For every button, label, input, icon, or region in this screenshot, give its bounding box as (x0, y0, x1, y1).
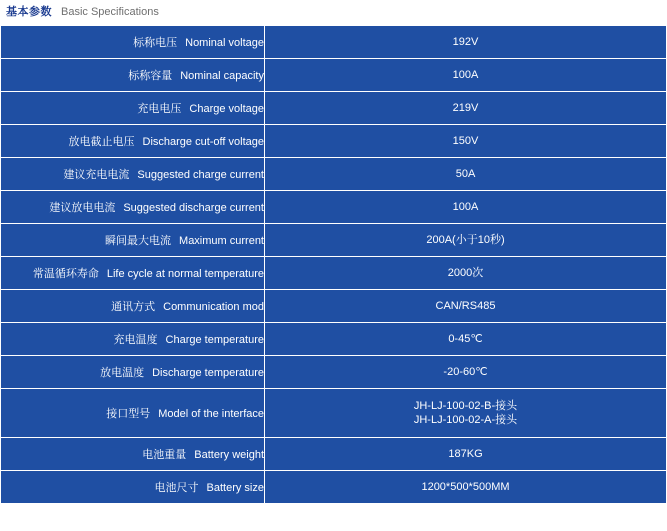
spec-value-cell (265, 125, 667, 158)
spec-value-line: 100A (452, 69, 479, 81)
spec-label-cn: 通讯方式 (111, 301, 156, 313)
spec-label-en: Nominal capacity (180, 70, 264, 82)
spec-label-cn: 充电温度 (113, 334, 158, 346)
spec-value-cell (265, 26, 667, 59)
spec-label-group (100, 363, 264, 381)
spec-label-cell (1, 257, 265, 290)
spec-label-en: Suggested discharge current (123, 202, 264, 214)
spec-label-cell (1, 438, 265, 471)
spec-value-cell (265, 323, 667, 356)
spec-label-group (155, 478, 264, 496)
spec-label-cell (1, 125, 265, 158)
spec-value-cell (265, 356, 667, 389)
spec-label-group (111, 297, 264, 315)
spec-label-cell (1, 323, 265, 356)
spec-label-cell (1, 224, 265, 257)
spec-value-line: 187KG (448, 448, 483, 460)
spec-label-cn: 常温循环寿命 (32, 268, 99, 280)
spec-label-en: Suggested charge current (137, 169, 264, 181)
spec-label-group (106, 404, 264, 422)
spec-value-line: 200A(小于10秒) (426, 234, 505, 246)
spec-label-en: Battery weight (194, 449, 264, 461)
table-row (1, 356, 667, 389)
spec-label-group (49, 198, 264, 216)
table-row (1, 471, 667, 504)
spec-value-line: 192V (452, 36, 479, 48)
table-row (1, 125, 667, 158)
spec-value-line: 100A (452, 201, 479, 213)
spec-value-line: JH-LJ-100-02-B-接头 (413, 400, 518, 412)
specifications-table (0, 25, 667, 504)
spec-value-line: 2000次 (447, 267, 484, 279)
spec-label-cn: 放电温度 (100, 367, 145, 379)
spec-value-cell (265, 158, 667, 191)
spec-label-group (114, 330, 264, 348)
spec-value-line: 219V (452, 102, 479, 114)
table-row (1, 26, 667, 59)
spec-label-group (133, 33, 264, 51)
table-row (1, 59, 667, 92)
spec-label-group (69, 132, 264, 150)
spec-label-en: Discharge temperature (152, 367, 264, 379)
spec-label-cn: 建议充电电流 (63, 169, 130, 181)
spec-label-cell (1, 26, 265, 59)
spec-value-cell (265, 92, 667, 125)
spec-label-group (128, 66, 264, 84)
spec-label-cell (1, 356, 265, 389)
spec-label-en: Charge temperature (165, 334, 264, 346)
spec-value-line: CAN/RS485 (435, 300, 496, 312)
spec-value-cell (265, 389, 667, 438)
spec-label-en: Charge voltage (189, 103, 264, 115)
spec-label-cn: 瞬间最大电流 (105, 235, 172, 247)
spec-label-en: Maximum current (179, 235, 264, 247)
spec-value-line: 50A (455, 168, 476, 180)
spec-label-en: Life cycle at normal temperature (106, 268, 264, 280)
table-row (1, 323, 667, 356)
spec-value-cell (265, 290, 667, 323)
table-row (1, 290, 667, 323)
spec-label-cell (1, 191, 265, 224)
spec-value-line: 1200*500*500MM (421, 481, 510, 493)
spec-value-cell (265, 191, 667, 224)
spec-value-cell (265, 59, 667, 92)
spec-label-en: Battery size (206, 482, 264, 494)
spec-label-cn: 放电截止电压 (68, 136, 135, 148)
spec-label-cell (1, 92, 265, 125)
spec-label-cn: 建议放电电流 (49, 202, 116, 214)
spec-label-en: Nominal voltage (185, 37, 264, 49)
spec-value-line: -20-60℃ (443, 366, 488, 378)
spec-label-cn: 标称电压 (133, 37, 178, 49)
spec-label-en: Discharge cut-off voltage (142, 136, 264, 148)
table-row (1, 92, 667, 125)
table-row (1, 191, 667, 224)
page-title-cn: 基本参数 (6, 6, 52, 18)
spec-label-cn: 电池尺寸 (154, 482, 199, 494)
table-row (1, 438, 667, 471)
spec-label-cell (1, 471, 265, 504)
table-row (1, 158, 667, 191)
spec-value-cell (265, 438, 667, 471)
spec-label-cn: 标称容量 (128, 70, 173, 82)
spec-value-line: 150V (452, 135, 479, 147)
spec-label-cell (1, 59, 265, 92)
spec-value-line: 0-45℃ (448, 333, 483, 345)
spec-label-cn: 充电电压 (137, 103, 182, 115)
spec-value-cell (265, 224, 667, 257)
spec-label-group (33, 264, 264, 282)
spec-label-cell (1, 158, 265, 191)
spec-value-line: JH-LJ-100-02-A-接头 (413, 414, 518, 426)
spec-label-cn: 电池重量 (142, 449, 187, 461)
specifications-table-body (1, 26, 667, 504)
spec-label-group (63, 165, 264, 183)
page-title-en: Basic Specifications (61, 6, 159, 18)
spec-value-cell (265, 257, 667, 290)
spec-label-group (137, 99, 264, 117)
spec-label-group (105, 231, 264, 249)
table-row (1, 224, 667, 257)
spec-label-group (142, 445, 264, 463)
spec-label-cn: 接口型号 (106, 408, 151, 420)
spec-label-cell (1, 290, 265, 323)
page-header (0, 0, 667, 25)
spec-label-cell (1, 389, 265, 438)
table-row (1, 389, 667, 438)
table-row (1, 257, 667, 290)
spec-value-cell (265, 471, 667, 504)
spec-label-en: Communication mod (163, 301, 264, 313)
spec-label-en: Model of the interface (158, 408, 264, 420)
